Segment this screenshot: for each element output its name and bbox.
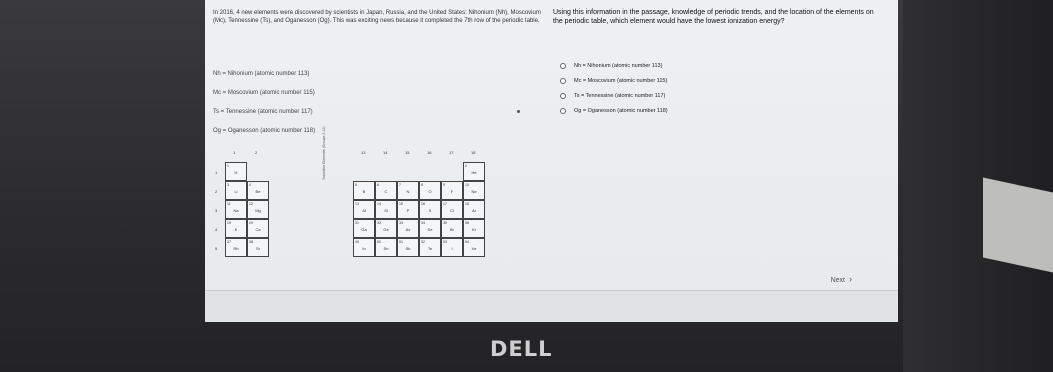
element-cell [441, 219, 463, 238]
atomic-number: 38 [249, 240, 253, 244]
atomic-number: 37 [227, 240, 231, 244]
element-symbol: B [362, 189, 366, 194]
element-symbol: Li [234, 189, 238, 194]
period-label: 4 [215, 227, 218, 232]
element-symbol: O [428, 189, 432, 194]
radio-button[interactable] [560, 108, 566, 114]
element-cell [225, 200, 247, 219]
atomic-number: 5 [355, 183, 357, 187]
definition-nh: Nh = Nihonium (atomic number 113) [213, 71, 310, 77]
element-symbol: S [428, 208, 432, 213]
next-button[interactable] [831, 274, 852, 284]
atomic-number: 17 [443, 202, 447, 206]
element-cell [247, 238, 269, 257]
element-symbol: Rb [233, 246, 239, 251]
passage-text: In 2016, 4 new elements were discovered by scientists in Japan, Russia, and the United States: Nihonium (Nh), Moscovium (Mc), Tennessine (Ts), and Oganesson (Og). This was exciting news because it completed the 7th row of the periodic table. [213, 10, 541, 24]
element-symbol: Be [255, 189, 261, 194]
dell-logo: DELL [490, 337, 553, 361]
group-header: 14 [383, 150, 388, 155]
question-text: Using this information in the passage, knowledge of periodic trends, and the location of the elements on the periodic table, which element would have the lowest ionization energy? [553, 9, 874, 25]
option-tennessine[interactable] [560, 88, 668, 103]
radio-button[interactable] [560, 78, 566, 84]
atomic-number: 8 [421, 183, 423, 187]
element-cell [397, 219, 419, 238]
element-symbol: In [362, 246, 366, 251]
atomic-number: 2 [465, 164, 467, 168]
element-symbol: Na [233, 208, 239, 213]
atomic-number: 10 [465, 183, 469, 187]
atomic-number: 18 [465, 202, 469, 206]
desk-background [903, 0, 1053, 372]
element-symbol: Ar [472, 208, 476, 213]
period-label: 5 [215, 246, 218, 251]
element-cell [441, 238, 463, 257]
element-symbol: Xe [471, 246, 477, 251]
option-moscovium[interactable] [560, 73, 668, 88]
atomic-number: 49 [355, 240, 359, 244]
atomic-number: 20 [249, 221, 253, 225]
element-symbol: Se [427, 227, 433, 232]
element-symbol: Ge [383, 227, 389, 232]
element-symbol: Mg [255, 208, 261, 213]
element-symbol: Ga [361, 227, 367, 232]
element-symbol: Sr [256, 246, 260, 251]
element-cell [397, 200, 419, 219]
period-label: 2 [215, 189, 218, 194]
atomic-number: 35 [443, 221, 447, 225]
option-nihonium[interactable] [560, 58, 668, 73]
next-label: Next [830, 277, 845, 284]
atomic-number: 3 [227, 183, 229, 187]
atomic-number: 51 [399, 240, 403, 244]
element-cell [353, 238, 375, 257]
radio-button[interactable] [560, 93, 566, 99]
element-symbol: Sn [383, 246, 389, 251]
group-header: 15 [405, 150, 410, 155]
bottom-bar [205, 290, 898, 322]
element-cell [375, 181, 397, 200]
element-cell [397, 181, 419, 200]
option-label: Ts = Tennessine (atomic number 117) [574, 92, 666, 99]
element-cell [247, 200, 269, 219]
element-cell [375, 219, 397, 238]
transition-elements-label: Transition Elements (Groups 3-12) [322, 126, 326, 180]
atomic-number: 34 [421, 221, 425, 225]
group-header: 2 [255, 150, 258, 155]
element-symbol: Sb [405, 246, 411, 251]
atomic-number: 36 [465, 221, 469, 225]
atomic-number: 6 [377, 183, 379, 187]
period-label: 3 [215, 208, 218, 213]
element-symbol: Al [362, 208, 366, 213]
period-label: 1 [215, 170, 218, 175]
definition-og: Og = Oganesson (atomic number 118) [213, 128, 316, 134]
atomic-number: 9 [443, 183, 445, 187]
element-cell [247, 181, 269, 200]
element-symbol: P [406, 208, 410, 213]
element-symbol: He [471, 170, 477, 175]
option-label: Og = Oganesson (atomic number 118) [574, 107, 668, 114]
element-cell [225, 162, 247, 181]
definition-mc: Mc = Moscovium (atomic number 115) [213, 90, 315, 96]
atomic-number: 31 [355, 221, 359, 225]
cursor-dot [517, 110, 520, 113]
atomic-number: 33 [399, 221, 403, 225]
chevron-right-icon: › [849, 274, 852, 284]
element-cell [225, 219, 247, 238]
element-cell [419, 200, 441, 219]
element-symbol: Te [427, 246, 433, 251]
element-cell [419, 219, 441, 238]
element-symbol: Ne [471, 189, 477, 194]
element-symbol: N [406, 189, 410, 194]
element-cell [225, 181, 247, 200]
element-cell [463, 162, 485, 181]
atomic-number: 1 [227, 164, 229, 168]
atomic-number: 4 [249, 183, 251, 187]
element-cell [225, 238, 247, 257]
option-label: Mc = Moscovium (atomic number 115) [574, 77, 668, 84]
answer-options [560, 58, 668, 118]
element-cell [353, 200, 375, 219]
element-symbol: As [405, 227, 411, 232]
element-cell [375, 200, 397, 219]
group-header: 16 [427, 150, 432, 155]
element-symbol: I [451, 246, 453, 251]
element-cell [463, 181, 485, 200]
element-cell [463, 200, 485, 219]
element-symbol: Kr [472, 227, 476, 232]
element-cell [375, 238, 397, 257]
atomic-number: 32 [377, 221, 381, 225]
atomic-number: 15 [399, 202, 403, 206]
element-symbol: Si [384, 208, 388, 213]
group-header: 17 [449, 150, 454, 155]
atomic-number: 11 [227, 202, 231, 206]
element-symbol: H [234, 170, 238, 175]
element-symbol: Ca [255, 227, 261, 232]
element-cell [419, 181, 441, 200]
element-cell [247, 219, 269, 238]
element-symbol: K [234, 227, 238, 232]
element-cell [353, 181, 375, 200]
definition-ts: Ts = Tennessine (atomic number 117) [213, 109, 313, 115]
quiz-screen [205, 0, 898, 322]
atomic-number: 19 [227, 221, 231, 225]
atomic-number: 12 [249, 202, 253, 206]
element-symbol: F [450, 189, 454, 194]
atomic-number: 14 [377, 202, 381, 206]
element-cell [463, 238, 485, 257]
element-cell [463, 219, 485, 238]
atomic-number: 52 [421, 240, 425, 244]
atomic-number: 50 [377, 240, 381, 244]
atomic-number: 13 [355, 202, 359, 206]
atomic-number: 16 [421, 202, 425, 206]
element-symbol: Br [450, 227, 454, 232]
element-cell [397, 238, 419, 257]
paper-sheet [983, 178, 1053, 273]
atomic-number: 53 [443, 240, 447, 244]
element-cell [419, 238, 441, 257]
option-oganesson[interactable] [560, 103, 668, 118]
group-header: 1 [233, 150, 236, 155]
atomic-number: 54 [465, 240, 469, 244]
element-symbol: Cl [450, 208, 454, 213]
atomic-number: 7 [399, 183, 401, 187]
group-header: 18 [471, 150, 476, 155]
element-definitions [213, 70, 315, 146]
group-header: 13 [361, 150, 366, 155]
element-cell [441, 181, 463, 200]
element-symbol: C [384, 189, 388, 194]
element-cell [441, 200, 463, 219]
element-cell [353, 219, 375, 238]
radio-button[interactable] [560, 63, 566, 69]
option-label: Nh = Nihonium (atomic number 113) [574, 62, 663, 69]
